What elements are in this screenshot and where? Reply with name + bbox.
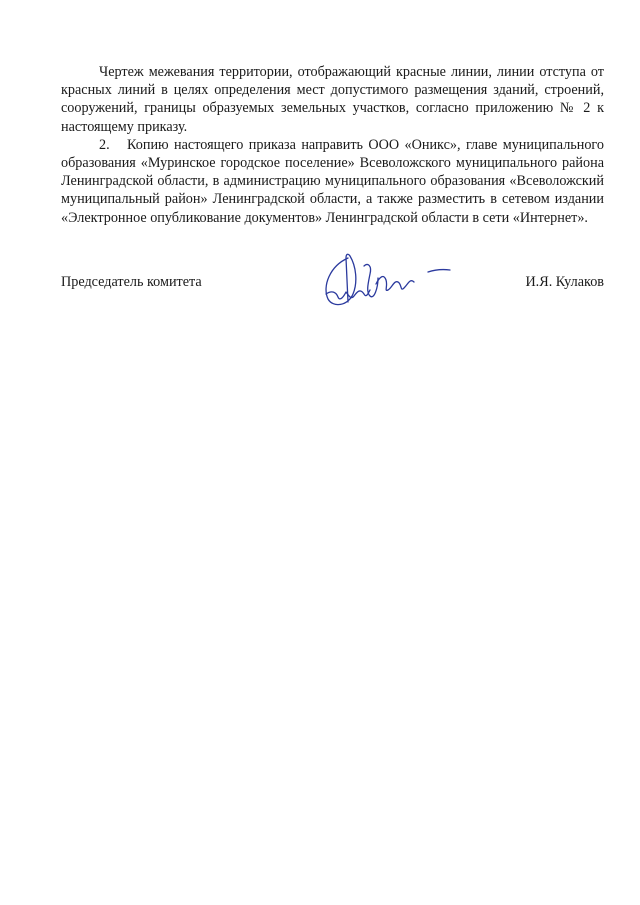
signatory-name: И.Я. Кулаков	[525, 274, 604, 290]
paragraph-drawing-text: Чертеж межевания территории, отображающий красные линии, линии отступа от красных линий в целях определения мест допустимого размещения зданий, строений, сооружений, границы образуемых земельных участков, согласно приложению № 2 к настоящему приказу.	[61, 64, 604, 135]
paragraph-2	[61, 136, 604, 227]
paragraph-2-text: Копию настоящего приказа направить ООО «Оникс», главе муниципального образования «Муринское городское поселение» Всеволожского муниципального района Ленинградской области, в администрацию муниципального образования «Всеволожский муниципальный район» Ленинградской области, а также разместить в сетевом издании «Электронное опубликование документов» Ленинградской области в сети «Интернет».	[61, 136, 604, 226]
signatory-position: Председатель комитета	[61, 274, 202, 290]
paragraph-drawing	[61, 63, 604, 136]
handwritten-signature-icon	[318, 244, 458, 316]
document-body	[61, 63, 604, 227]
paragraph-2-number: 2.	[99, 136, 110, 153]
